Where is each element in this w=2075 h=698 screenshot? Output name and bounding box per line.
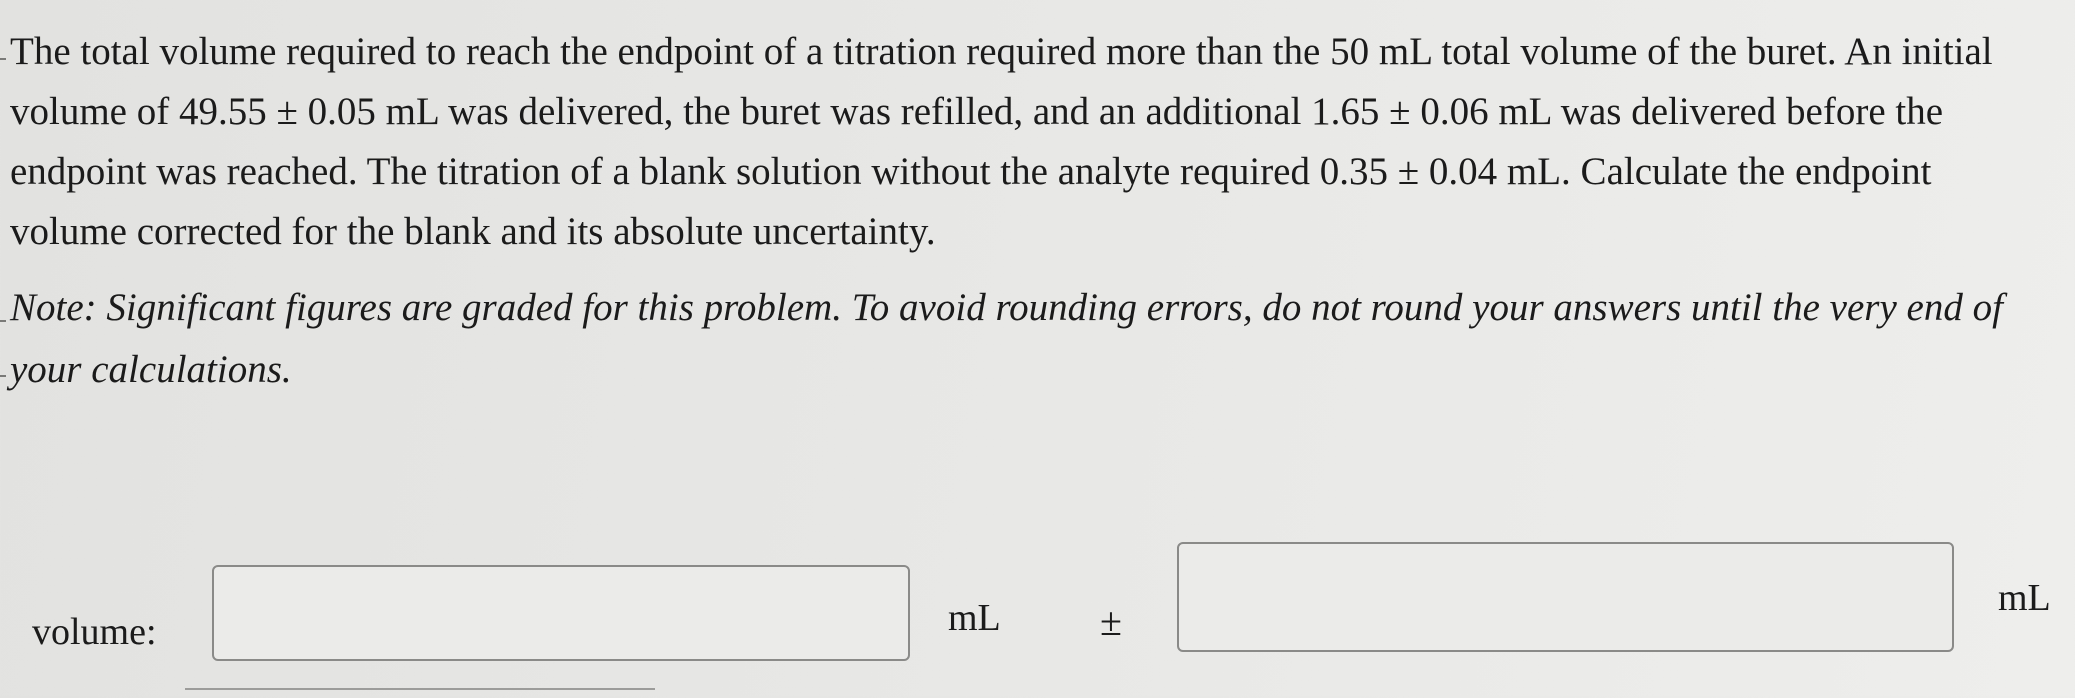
- answer-row: [0, 540, 2075, 670]
- note-text: Note: Significant figures are graded for this problem. To avoid rounding errors, do not round your answers until the very end of your calculations.: [10, 286, 2003, 391]
- volume-label: volume:: [32, 611, 157, 653]
- volume-unit-label: mL: [948, 597, 1001, 639]
- uncertainty-input[interactable]: [1177, 542, 1954, 652]
- problem-statement: [10, 22, 2055, 401]
- next-field-edge: [185, 688, 655, 698]
- question-text: The total volume required to reach the endpoint of a titration required more than the 50 mL total volume of the buret. An initial volume of 49.55 ± 0.05 mL was delivered, the buret was refilled, and an additional 1.65 ± 0.06 mL was delivered before the endpoint was reached. The titration of a blank solution without the analyte required 0.35 ± 0.04 mL. Calculate the endpoint volume corrected for the blank and its absolute uncertainty.: [10, 30, 1993, 253]
- plus-minus-sign: ±: [1100, 599, 1122, 644]
- uncertainty-unit-label: mL: [1998, 577, 2051, 619]
- volume-input[interactable]: [212, 565, 910, 661]
- page-margin-marks: [0, 50, 6, 380]
